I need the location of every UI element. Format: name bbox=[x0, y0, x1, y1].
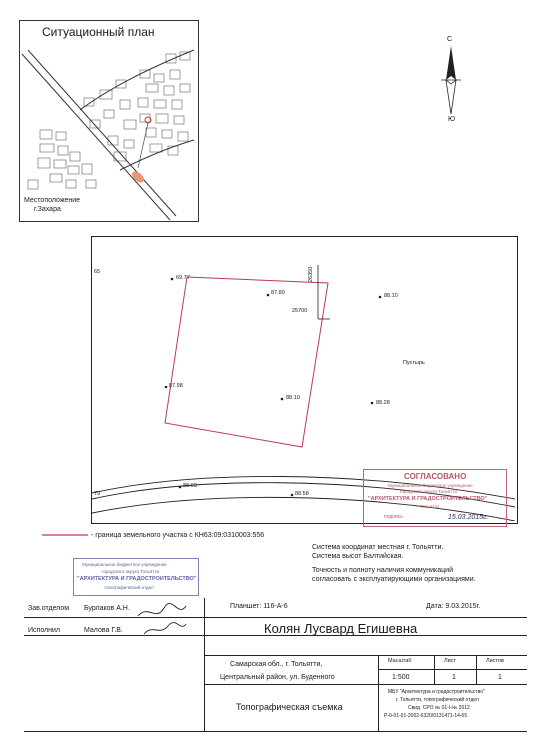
coordinate-label-vertical: 26350 bbox=[308, 266, 314, 282]
org-line: МБУ "Архитектура и градостроительство" bbox=[388, 689, 485, 695]
height-mark: 88.28 bbox=[376, 400, 390, 406]
edge-label: 79 bbox=[94, 491, 101, 497]
height-mark: 88.58 bbox=[295, 491, 309, 497]
stamp-line: Муниципальное бюджетное учреждение bbox=[82, 562, 167, 567]
executor-label: Исполнил bbox=[28, 627, 61, 634]
stamp-line: топографический отдел bbox=[104, 585, 154, 590]
stamp-line: городского округа Тольятти bbox=[400, 489, 457, 494]
situation-plan-title: Ситуационный план bbox=[42, 25, 155, 39]
stamp-line: городского округа Тольятти bbox=[102, 569, 159, 574]
boundary-legend-text: - граница земельного участка с КН63:09:0310003:556 bbox=[91, 532, 265, 539]
org-line: Р-0-01-01-2002-6320/0131471-14-65 bbox=[384, 713, 468, 719]
height-mark: 88.10 bbox=[286, 395, 300, 401]
department-stamp bbox=[73, 558, 199, 596]
note-line: согласовать с эксплуатирующими организациями. bbox=[312, 576, 476, 583]
note-line: Система высот Балтийская. bbox=[312, 553, 404, 560]
height-mark: 88.10 bbox=[384, 293, 398, 299]
stamp-line: Тольятти bbox=[420, 504, 439, 509]
height-mark: 87.98 bbox=[169, 383, 183, 389]
address-line: Центральный район, ул. Буденного bbox=[220, 674, 335, 681]
client-name: Колян Лусвард Егишевна bbox=[264, 621, 418, 636]
approval-stamp bbox=[363, 469, 507, 527]
situation-location-label: Местоположение bbox=[24, 197, 81, 204]
stamp-date: 15.03.2015г. bbox=[448, 514, 489, 521]
title-block bbox=[24, 598, 527, 732]
stamp-title: СОГЛАСОВАНО bbox=[404, 472, 467, 481]
height-mark: 88.03 bbox=[183, 483, 197, 489]
scale-value: 1:500 bbox=[392, 674, 410, 681]
situation-plan-map bbox=[20, 40, 196, 220]
tablet-number: Планшет: 116-А-6 bbox=[230, 603, 288, 610]
note-line: Система координат местная г. Тольятти. bbox=[312, 544, 444, 551]
stamp-line: "АРХИТЕКТУРА И ГРАДОСТРОИТЕЛЬСТВО" bbox=[77, 576, 197, 582]
stamp-line: "АРХИТЕКТУРА И ГРАДОСТРОИТЕЛЬСТВО" bbox=[368, 496, 488, 502]
org-line: г. Тольятти, топографический отдел bbox=[396, 697, 479, 703]
compass-south-letter: Ю bbox=[448, 116, 456, 123]
area-label: Пустырь bbox=[403, 360, 425, 366]
head-of-department-name: Бурлаков А.Н. bbox=[84, 605, 130, 612]
scale-header: Масштаб bbox=[388, 658, 412, 664]
compass-north-letter: С bbox=[447, 36, 453, 43]
address-line: Самарская обл., г. Тольятти, bbox=[230, 661, 323, 668]
height-mark: 69.77 bbox=[176, 275, 190, 281]
sheets-value: 1 bbox=[498, 674, 502, 681]
signature-icon bbox=[134, 598, 194, 638]
work-type: Топографическая съемка bbox=[236, 702, 343, 712]
sheet-value: 1 bbox=[452, 674, 456, 681]
stamp-line: Муниципальное бюджетное учреждение bbox=[388, 483, 473, 488]
boundary-legend-swatch bbox=[42, 532, 88, 538]
executor-name: Малова Г.В. bbox=[84, 627, 123, 634]
situation-location-label-2: г.Захара bbox=[34, 206, 61, 213]
stamp-sign: подпись bbox=[384, 514, 403, 520]
sheets-header: Листов bbox=[486, 658, 504, 664]
org-line: Свид. СРО № 01-I-№ 2012 bbox=[408, 705, 470, 711]
head-of-department-label: Зав.отделом bbox=[28, 605, 70, 612]
edge-label: 65 bbox=[94, 269, 101, 275]
survey-date: Дата: 9.03.2015г. bbox=[426, 603, 481, 610]
coordinate-label: 25700 bbox=[292, 308, 308, 314]
note-line: Точность и полноту наличия коммуникаций bbox=[312, 567, 453, 574]
height-mark: 87.80 bbox=[271, 290, 285, 296]
north-arrow-icon bbox=[440, 46, 462, 114]
sheet-header: Лист bbox=[444, 658, 456, 664]
